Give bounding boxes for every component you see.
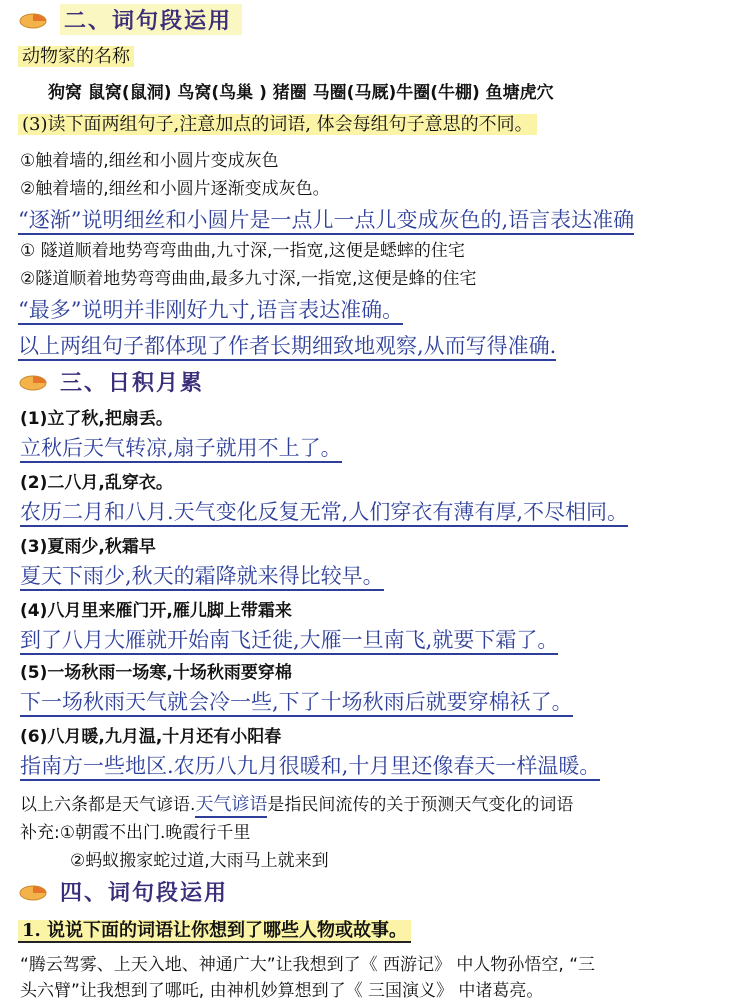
sentence-2a: ① 隧道顺着地势弯弯曲曲,九寸深,一指宽,这便是蟋蟀的住宅 bbox=[20, 241, 465, 261]
section-title: 四、词句段运用 bbox=[60, 880, 229, 906]
section-title: 三、日积月累 bbox=[60, 370, 205, 396]
sentence-1b: ②触着墙的,细丝和小圆片逐渐变成灰色。 bbox=[20, 179, 330, 199]
sentence-2b: ②隧道顺着地势弯弯曲曲,最多九寸深,一指宽,这便是蜂的住宅 bbox=[20, 269, 477, 289]
pie-chart-icon bbox=[18, 373, 48, 391]
animal-homes-label: 动物家的名称 bbox=[18, 42, 134, 68]
saying-3-answer: 夏天下雨少,秋天的霜降就来得比较早。 bbox=[20, 560, 384, 590]
q1-answer-line-2: 头六臂”让我想到了哪吒, 由神机妙算想到了《 三国演义》 中诸葛亮。 bbox=[20, 981, 544, 1001]
saying-1: (1)立了秋,把扇丢。 bbox=[20, 409, 173, 429]
saying-4-answer: 到了八月大雁就开始南飞迁徙,大雁一旦南飞,就要下霜了。 bbox=[20, 624, 558, 654]
pie-chart-icon bbox=[18, 883, 48, 901]
section-header-2 bbox=[0, 4, 242, 35]
saying-2-answer: 农历二月和八月.天气变化反复无常,人们穿衣有薄有厚,不尽相同。 bbox=[20, 496, 628, 526]
saying-4: (4)八月里来雁门开,雁儿脚上带霜来 bbox=[20, 601, 292, 621]
saying-3: (3)夏雨少,秋霜早 bbox=[20, 537, 156, 557]
saying-5: (5)一场秋雨一场寒,十场秋雨要穿棉 bbox=[20, 663, 292, 683]
section-title: 二、词句段运用 bbox=[60, 4, 242, 35]
supplement-1: 补充:①朝霞不出门.晚霞行千里 bbox=[20, 823, 251, 843]
saying-2: (2)二八月,乱穿衣。 bbox=[20, 473, 173, 493]
weather-proverb-note: 以上六条都是天气谚语.天气谚语是指民间流传的关于预测天气变化的词语 bbox=[20, 790, 573, 816]
saying-1-answer: 立秋后天气转凉,扇子就用不上了。 bbox=[20, 432, 342, 462]
q1-prompt: 1. 说说下面的词语让你想到了哪些人物或故事。 bbox=[18, 916, 411, 942]
saying-5-answer: 下一场秋雨天气就会冷一些,下了十场秋雨后就要穿棉袄了。 bbox=[20, 686, 573, 716]
section-header-3 bbox=[0, 366, 204, 397]
answer-2: “最多”说明并非刚好九寸,语言表达准确。 bbox=[18, 294, 403, 324]
answer-1: “逐渐”说明细丝和小圆片是一点儿一点儿变成灰色的,语言表达准确 bbox=[18, 204, 634, 234]
summary: 以上两组句子都体现了作者长期细致地观察,从而写得准确. bbox=[18, 330, 556, 360]
pie-chart-icon bbox=[18, 11, 48, 29]
sentence-1a: ①触着墙的,细丝和小圆片变成灰色 bbox=[20, 151, 279, 171]
saying-6: (6)八月暖,九月温,十月还有小阳春 bbox=[20, 727, 282, 747]
q3-prompt: (3)读下面两组句子,注意加点的词语, 体会每组句子意思的不同。 bbox=[18, 110, 537, 136]
supplement-2: ②蚂蚁搬家蛇过道,大雨马上就来到 bbox=[70, 851, 329, 871]
section-header-4 bbox=[0, 876, 228, 907]
saying-6-answer: 指南方一些地区.农历八九月很暖和,十月里还像春天一样温暖。 bbox=[20, 750, 600, 780]
animal-homes-list: 狗窝 鼠窝(鼠洞) 鸟窝(鸟巢 ) 猪圈 马圈(马厩)牛圈(牛棚) 鱼塘虎穴 bbox=[48, 83, 554, 103]
q1-answer-line-1: “腾云驾雾、上天入地、神通广大”让我想到了《 西游记》 中人物孙悟空, “三 bbox=[20, 955, 596, 975]
